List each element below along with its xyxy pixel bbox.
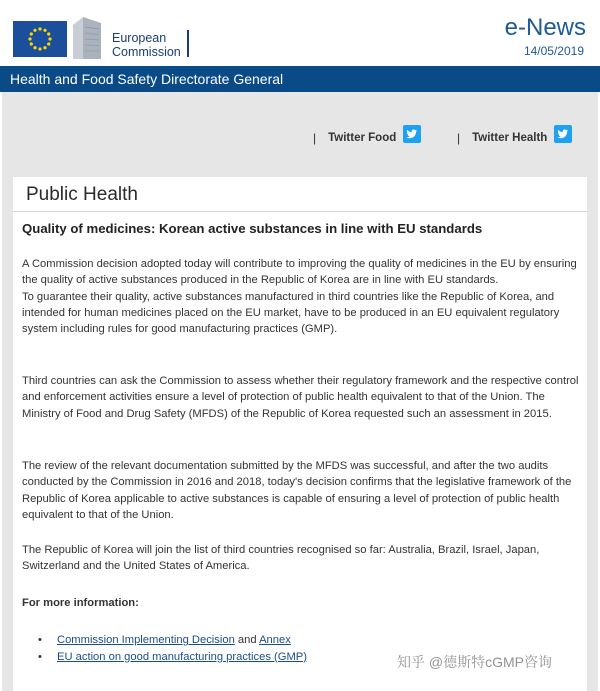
eu-flag-icon bbox=[13, 21, 67, 57]
twitter-health-link[interactable] bbox=[457, 127, 572, 149]
twitter-food-label[interactable]: Twitter Food bbox=[328, 132, 397, 144]
paragraph-text: Third countries can ask the Commission to assess whether their regulatory framework and the respective control and enforcement activities ensure a level of protection of public health equivalent to that of the Union. The Ministry of Food and Drug Safety (MFDS) of the Republic of Korea requested such an assessment in 2015. bbox=[22, 375, 579, 420]
twitter-health-label[interactable]: Twitter Health bbox=[472, 132, 548, 144]
twitter-icon[interactable] bbox=[403, 125, 421, 143]
berlaymont-building-icon bbox=[69, 15, 105, 59]
section-header bbox=[13, 177, 587, 212]
article-paragraph-3 bbox=[22, 458, 582, 523]
article-card bbox=[13, 177, 587, 691]
separator: | bbox=[313, 131, 317, 145]
list-item bbox=[38, 649, 307, 666]
gmp-action-link[interactable]: EU action on good manufacturing practices (GMP) bbox=[57, 650, 307, 663]
article-headline: Quality of medicines: Korean active substances in line with EU standards bbox=[22, 221, 483, 236]
directorate-label: Health and Food Safety Directorate General bbox=[10, 71, 284, 87]
newsletter-date: 14/05/2019 bbox=[523, 44, 584, 58]
more-info-heading: For more information: bbox=[22, 597, 139, 609]
annex-link[interactable]: Annex bbox=[259, 634, 291, 646]
page-header bbox=[0, 0, 600, 66]
org-name-line2: Commission bbox=[112, 45, 181, 59]
twitter-food-link[interactable] bbox=[313, 127, 421, 149]
logo-divider bbox=[187, 30, 189, 57]
paragraph-text: To guarantee their quality, active substances manufactured in third countries like the Republic of Korea, and intended for human medicines placed on the EU market, have to be produced in an EU equivalent regulatory system including rules for good manufacturing practices (GMP). bbox=[22, 290, 560, 336]
paragraph-text: A Commission decision adopted today will contribute to improving the quality of medicines in the EU by ensuring the quality of active substances produced in the Republic of Korea are in line with EU standards. bbox=[22, 258, 577, 287]
source-watermark: 知乎 @德斯特cGMP咨询 bbox=[397, 654, 552, 670]
separator: | bbox=[457, 131, 461, 145]
paragraph-text: The review of the relevant documentation submitted by the MFDS was successful, and after the two audits conducted by the Commission in 2016 and 2018, today's decision confirms that the legislative framework of the Republic of Korea applicable to active substances is capable of ensuring a level of protection of public health equivalent to that of the Union. bbox=[22, 460, 572, 521]
paragraph-text: The Republic of Korea will join the list of third countries recognised so far: Australia, Brazil, Israel, Japan, Switzerland and the United States of America. bbox=[22, 544, 540, 573]
article-paragraph-2 bbox=[22, 373, 582, 422]
more-info-links bbox=[38, 632, 307, 665]
article-paragraph-4 bbox=[22, 542, 582, 575]
twitter-icon[interactable] bbox=[554, 125, 572, 143]
directorate-bar bbox=[0, 66, 600, 92]
implementing-decision-link[interactable]: Commission Implementing Decision bbox=[57, 634, 235, 646]
section-title: Public Health bbox=[26, 184, 138, 205]
link-conjunction: and bbox=[234, 634, 260, 646]
european-commission-logo bbox=[13, 15, 103, 59]
article-paragraph-1 bbox=[22, 256, 582, 337]
org-name-line1: European bbox=[112, 31, 167, 45]
organization-name bbox=[112, 31, 181, 59]
list-item bbox=[38, 632, 307, 649]
newsletter-title: e-News bbox=[504, 14, 586, 41]
